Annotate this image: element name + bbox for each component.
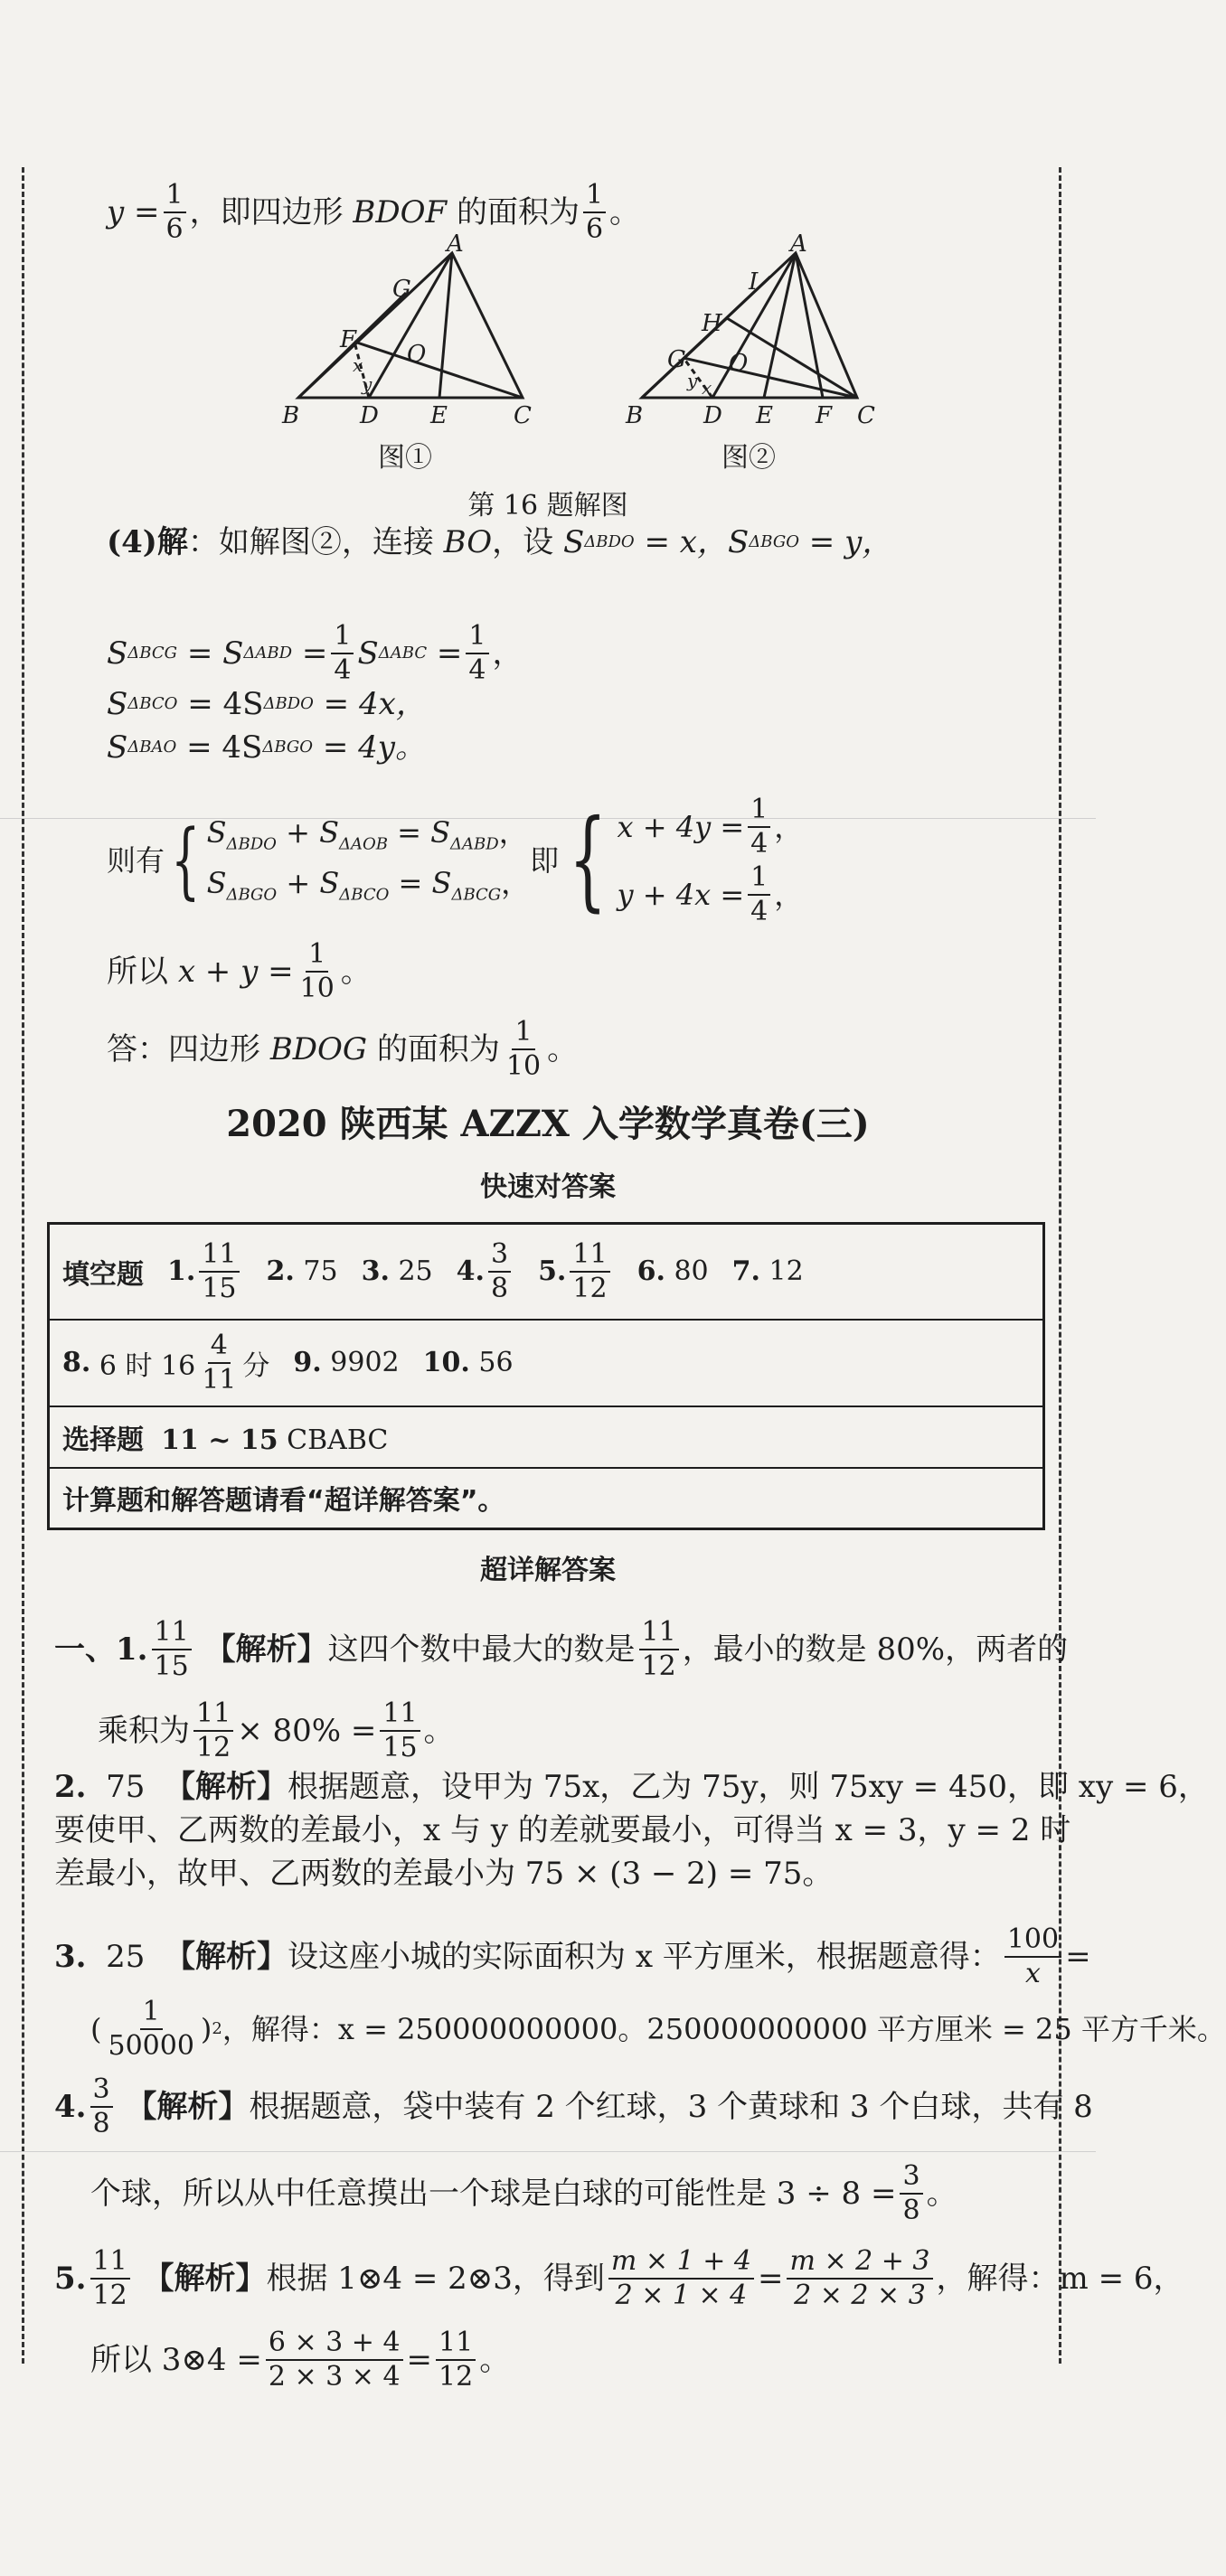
quick-answers-title: 快速对答案 xyxy=(480,1171,616,1203)
svg-text:E: E xyxy=(430,402,448,429)
svg-text:x: x xyxy=(702,377,712,399)
q2-line-2: 要使甲、乙两数的差最小，x 与 y 的差就要最小，可得当 x = 3，y = 2 时 xyxy=(54,1812,1071,1848)
fraction: $\frac{11}{12}$ xyxy=(570,1240,609,1302)
fraction: $\frac{1}{4}$ xyxy=(466,622,488,684)
figure-caption: 第 16 题解图 xyxy=(467,490,628,522)
fraction: $\frac{1}{10}$ xyxy=(299,938,335,1004)
eq-line-3: S ΔBAO = 4S ΔBGO = 4y。 xyxy=(107,729,426,766)
q3-line-1: 3. 25 【解析】 设这座小城的实际面积为 x 平方厘米，根据题意得： $\frac{100}{x}$ = xyxy=(54,1923,1091,1989)
detail-title: 超详解答案 xyxy=(480,1555,616,1586)
q2-line-1: 2. 75 【解析】 根据题意，设甲为 75x，乙为 75y，则 75xy = 450，即 xy = 6， xyxy=(54,1769,1209,1805)
fraction: $\frac{m \times 2 + 3}{2 \times 2 \times 3}$ xyxy=(787,2247,932,2309)
svg-text:E: E xyxy=(756,402,773,429)
svg-text:D: D xyxy=(703,402,722,429)
q4-line-1: 4. $\frac{3}{8}$ 【解析】 根据题意，袋中装有 2 个红球，3 个黄球和 3 个白球，共有 8 xyxy=(54,2073,1093,2139)
figure-2-label: 图② xyxy=(721,442,776,474)
svg-text:C: C xyxy=(857,402,875,429)
answer-line: 答：四边形 BDOG 的面积为 $\frac{1}{10}$ 。 xyxy=(107,1016,579,1082)
fraction: $\frac{11}{15}$ xyxy=(380,1699,420,1762)
fraction: $\frac{1}{10}$ xyxy=(505,1016,542,1082)
svg-text:F: F xyxy=(340,326,357,353)
fraction: $\frac{1}{4}$ xyxy=(748,863,770,926)
fraction: $\frac{11}{12}$ xyxy=(436,2328,476,2391)
exam-title: 2020 陕西某 AZZX 入学数学真卷(三) xyxy=(226,1103,870,1145)
equation-system: 则有 { $S_{\Delta BDO} + S_{\Delta AOB} = S_{\Delta ABD}$， $S_{\Delta BGO} + S_{\Delta BCO} = S_{\Delta BCG}$， 即 { x + 4y = $\frac{1}{4}$ ， y + 4x = $\frac{1}{4}$ ， xyxy=(107,794,804,927)
q5-line-1: 5. $\frac{11}{12}$ 【解析】 根据 1⊗4 = 2⊗3，得到 $\frac{m \times 1 + 4}{2 \times 1 \times 4}$ = $\frac{m \times 2 + 3}{2 \times 2 \times 3}$ ，解得：m = 6， xyxy=(54,2245,1184,2311)
part4-line: (4)解 ：如解图②，连接 BO ，设 S ΔBDO = x， S ΔBGO = y， xyxy=(107,524,893,560)
fraction: $\frac{1}{50000}$ xyxy=(108,1996,194,2062)
fraction: $\frac{m \times 1 + 4}{2 \times 1 \times 4}$ xyxy=(608,2247,754,2309)
fraction: $\frac{11}{12}$ xyxy=(193,1699,233,1762)
svg-text:B: B xyxy=(626,402,644,429)
fraction: $\frac{11}{12}$ xyxy=(90,2247,130,2309)
svg-text:O: O xyxy=(729,350,749,377)
svg-text:A: A xyxy=(790,230,807,258)
fraction: $\frac{1}{6}$ xyxy=(583,181,606,243)
q4-line-2: 个球，所以从中任意摸出一个球是白球的可能性是 3 ÷ 8 = $\frac{3}{8}$ 。 xyxy=(90,2160,957,2226)
fraction: $\frac{11}{15}$ xyxy=(199,1240,239,1302)
fraction: $\frac{4}{11}$ xyxy=(202,1330,237,1396)
fraction: $\frac{11}{15}$ xyxy=(152,1618,192,1680)
svg-text:D: D xyxy=(360,402,379,429)
eq-line-2: S ΔBCO = 4S ΔBDO = 4x， xyxy=(107,686,427,722)
intro-line: y = $\frac{1}{6}$ ，即四边形 BDOF 的面积为 $\frac{1}{6}$ 。 xyxy=(107,179,641,245)
figure-1-label: 图① xyxy=(378,442,432,474)
svg-text:G: G xyxy=(392,276,411,303)
scan-fold-line xyxy=(0,2151,1096,2152)
quick-answer-table: 填空题 1. $\frac{11}{15}$ 2. 75 3. 25 4. $\frac{3}{8}$ 5. $\frac{11}{12}$ 6. 80 7. 12 8. 6 时 16 $\frac{4}{11}$ 分 9. 9902 10. 56 选择题 11 ~ 15 CBABC 计算题和解答题请看“超详解答案”。 xyxy=(47,1222,1045,1530)
fraction: $\frac{11}{12}$ xyxy=(639,1618,679,1680)
figure-1 xyxy=(271,230,542,477)
fraction: $\frac{6 \times 3 + 4}{2 \times 3 \times 4}$ xyxy=(266,2328,403,2391)
svg-text:H: H xyxy=(702,310,722,337)
fraction: $\frac{1}{4}$ xyxy=(331,622,354,684)
svg-text:G: G xyxy=(667,346,686,373)
svg-text:x: x xyxy=(353,354,363,376)
svg-text:O: O xyxy=(407,341,427,368)
svg-text:F: F xyxy=(816,402,833,429)
svg-text:y: y xyxy=(687,370,698,391)
svg-text:A: A xyxy=(447,230,464,258)
q2-line-3: 差最小，故甲、乙两数的差最小为 75 × (3 − 2) = 75。 xyxy=(54,1856,834,1892)
fraction: $\frac{1}{4}$ xyxy=(748,795,770,858)
fraction: $\frac{3}{8}$ xyxy=(90,2075,113,2138)
sum-line: 所以 x + y = $\frac{1}{10}$ 。 xyxy=(107,938,372,1004)
svg-text:I: I xyxy=(749,268,759,296)
q1-line-1: 一、1. $\frac{11}{15}$ 【解析】 这四个数中最大的数是 $\frac{11}{12}$ ，最小的数是 80%，两者的 xyxy=(54,1616,1069,1682)
svg-text:C: C xyxy=(514,402,532,429)
fraction: $\frac{1}{6}$ xyxy=(164,181,186,243)
svg-text:y: y xyxy=(362,373,373,395)
q3-line-2: ( $\frac{1}{50000}$ ) 2 ，解得：x = 250000000000。250000000000 平方厘米 = 25 平方千米。 xyxy=(90,1996,1226,2062)
fraction: $\frac{3}{8}$ xyxy=(488,1240,511,1302)
fraction: $\frac{100}{x}$ xyxy=(1004,1925,1061,1988)
eq-line-1: S ΔBCG = S ΔABD = $\frac{1}{4}$ S ΔABC = $\frac{1}{4}$ ， xyxy=(107,620,523,686)
q1-line-2: 乘积为 $\frac{11}{12}$ × 80% = $\frac{11}{15}$ 。 xyxy=(98,1697,455,1763)
figure-2 xyxy=(615,230,886,477)
svg-text:B: B xyxy=(282,402,300,429)
q5-line-2: 所以 3⊗4 = $\frac{6 \times 3 + 4}{2 \times 3 \times 4}$ = $\frac{11}{12}$ 。 xyxy=(90,2327,511,2393)
fraction: $\frac{3}{8}$ xyxy=(900,2162,922,2224)
